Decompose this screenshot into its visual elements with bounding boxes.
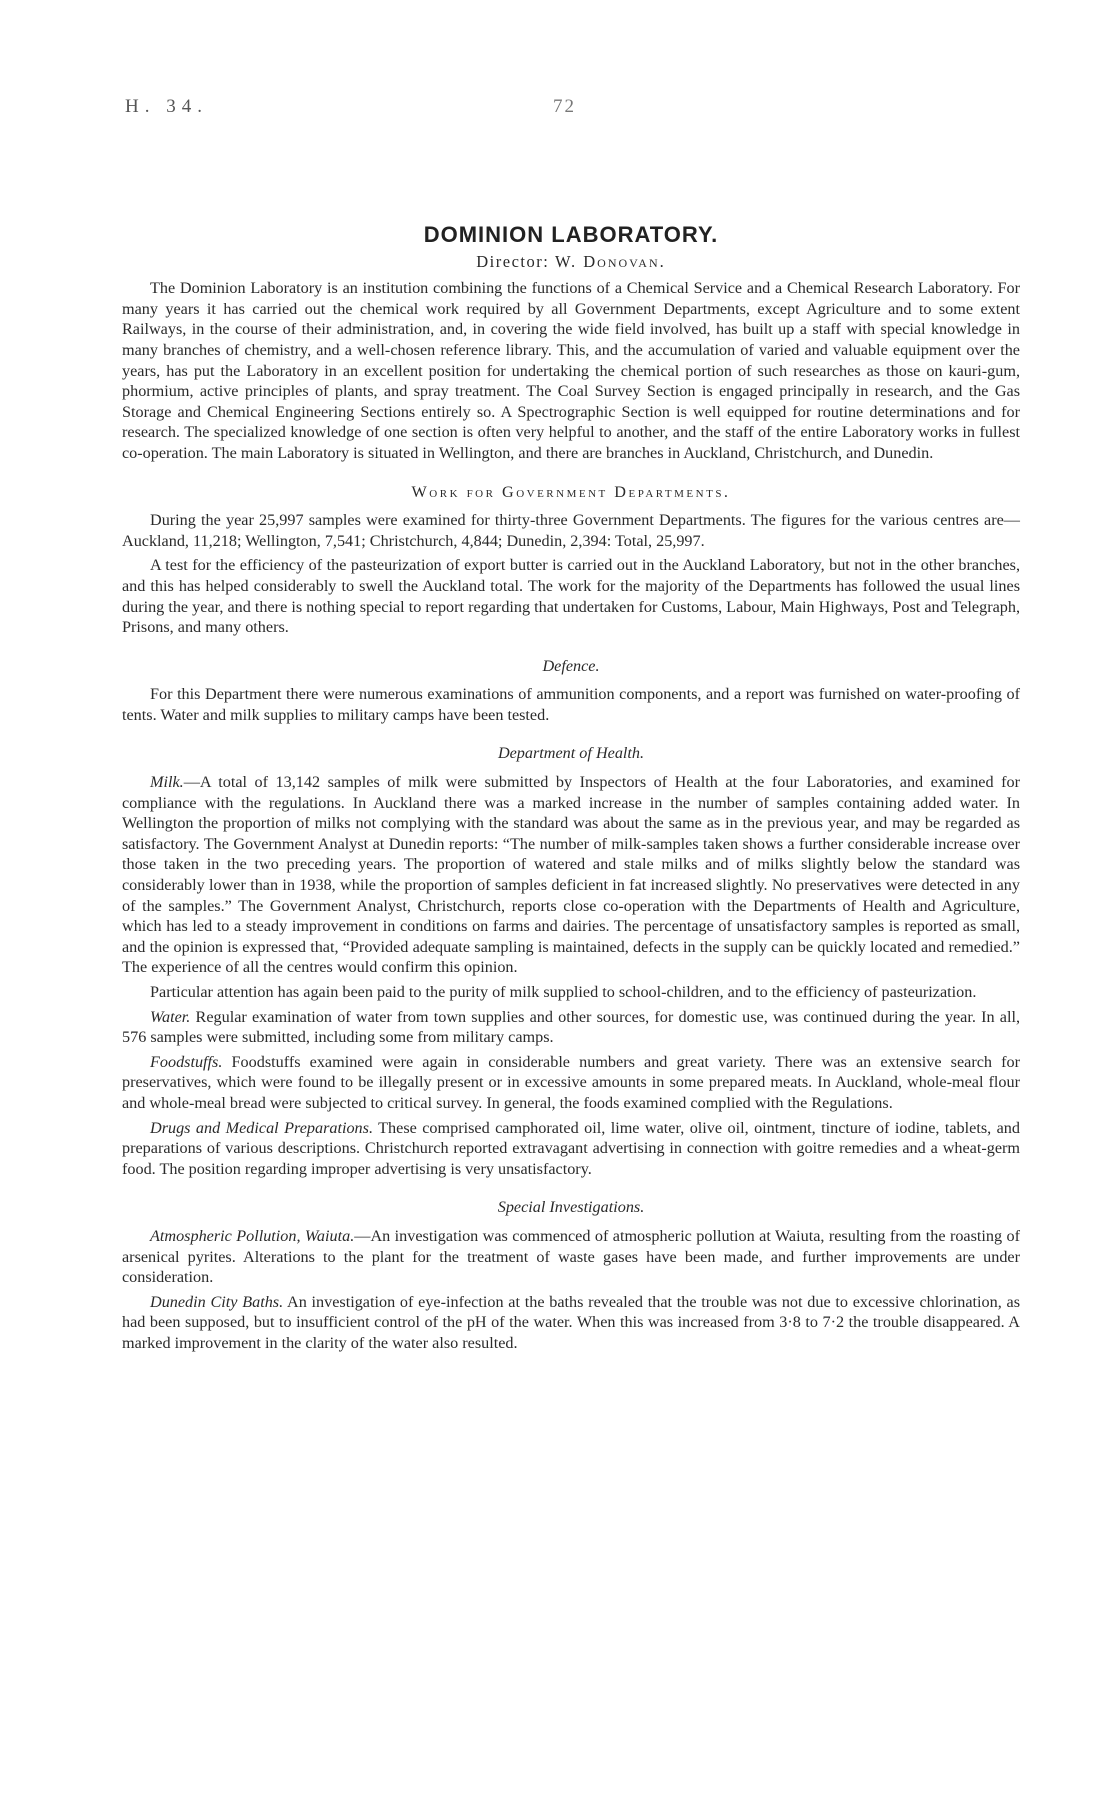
baths-paragraph — [122, 1292, 1020, 1354]
baths-lead: Dunedin City Baths. — [150, 1292, 284, 1311]
document-reference: H. 34. — [125, 96, 208, 117]
work-paragraph-2: A test for the efficiency of the pasteurization of export butter is carried out in the Auckland Laboratory, but not in the other branches, and this has helped considerably to swell the Auckland total. The work for the majority of the Departments has followed the usual lines during the year, and there is nothing special to report regarding that undertaken for Customs, Labour, Main Highways, Post and Telegraph, Prisons, and many others. — [122, 556, 1020, 637]
milk-followup-paragraph: Particular attention has again been paid to the purity of milk supplied to school-children, and to the efficiency of pasteurization. — [150, 983, 977, 1001]
water-text: Regular examination of water from town supplies and other sources, for domestic use, was continued during the year. In all, 576 samples were submitted, including some from military camps. — [122, 1007, 1020, 1047]
water-lead: Water. — [150, 1007, 191, 1026]
atmospheric-text: —An investigation was commenced of atmospheric pollution at Waiuta, resulting from the roasting of arsenical pyrites. Alterations to the plant for the treatment of waste gases have been made, and further improvements are under consideration. — [122, 1226, 1020, 1287]
atmospheric-lead: Atmospheric Pollution, Waiuta. — [150, 1226, 355, 1245]
defence-paragraph: For this Department there were numerous examinations of ammunition components, and a report was furnished on water-proofing of tents. Water and milk supplies to military camps have been tested. — [122, 685, 1020, 724]
director-name: W. Donovan. — [554, 251, 666, 271]
drugs-lead: Drugs and Medical Preparations. — [150, 1118, 373, 1137]
page-title: DOMINION LABORATORY. — [423, 222, 719, 247]
drugs-paragraph — [122, 1118, 1020, 1180]
foodstuffs-lead: Foodstuffs. — [150, 1052, 223, 1071]
document-body — [122, 222, 1020, 1354]
foodstuffs-text: Foodstuffs examined were again in considerable numbers and great variety. There was an extensive search for preservatives, which were found to be illegally present or in excessive amounts in some prepared meats. In Auckland, whole-meal flour and whole-meal bread were subjected to critical survey. In general, the foods examined complied with the Regulations. — [122, 1052, 1020, 1112]
foodstuffs-paragraph — [122, 1052, 1020, 1114]
subheading-health: Department of Health. — [497, 744, 645, 763]
director-label: Director: — [476, 251, 550, 271]
drugs-text: These comprised camphorated oil, lime water, olive oil, ointment, tincture of iodine, tablets, and preparations of various descriptions. Christchurch reported extravagant advertising in connection with goitre remedies and a wheat-germ food. The position regarding improper advertising is very unsatisfactory. — [122, 1118, 1020, 1178]
baths-text: An investigation of eye-infection at the baths revealed that the trouble was not due to excessive chlorination, as had been supposed, but to insufficient control of the pH of the water. When this was increased from 3·8 to 7·2 the trouble disappeared. A marked improvement in the clarity of the water also resulted. — [122, 1292, 1020, 1352]
milk-text: —A total of 13,142 samples of milk were submitted by Inspectors of Health at the four Laboratories, and examined for compliance with the regulations. In Auckland there was a marked increase in the number of samples containing added water. In Wellington the proportion of milks not complying with the standard was about the same as in the previous year, and may be regarded as satisfactory. The Government Analyst at Dunedin reports: “The number of milk-samples taken shows a further considerable increase over those taken in the two preceding years. The proportion of watered and stale milks and of milks slightly below the standard was considerably lower than in 1938, while the proportion of samples deficient in fat increased slightly. No preservatives were detected in any of the samples.” The Government Analyst, Christchurch, reports close co-operation with the Departments of Health and Agriculture, which has led to a steady improvement in conditions on farms and dairies. The percentage of unsatisfactory samples is reported as small, and the opinion is expressed that, “Provided adequate sampling is maintained, defects in the supply can be quickly located and remedied.” The experience of all the centres would confirm this opinion. — [122, 773, 1020, 977]
atmospheric-paragraph — [122, 1226, 1020, 1288]
milk-paragraph — [122, 772, 1020, 978]
intro-paragraph: The Dominion Laboratory is an institution combining the functions of a Chemical Service and a Chemical Research Laboratory. For many years it has carried out the chemical work required by all Government Departments, except Agriculture and to some extent Railways, in the course of their administration, and, in covering the wide field involved, has built up a staff with special knowledge in many branches of chemistry, and a well-chosen reference library. This, and the accumulation of varied and valuable equipment over the years, has put the Laboratory in an excellent position for undertaking the chemical portion of such researches as those on kauri-gum, phormium, active principles of plants, and spray treatment. The Coal Survey Section is engaged principally in research, and the Gas Storage and Chemical Engineering Sections entirely so. A Spectrographic Section is well equipped for routine determinations and for research. The specialized knowledge of one section is often very helpful to another, and the staff of the entire Laboratory works in fullest co-operation. The main Laboratory is situated in Wellington, and there are branches in Auckland, Christchurch, and Dunedin. — [122, 279, 1020, 462]
work-paragraph-1: During the year 25,997 samples were examined for thirty-three Government Departments. The figures for the various centres are—Auckland, 11,218; Wellington, 7,541; Christchurch, 4,844; Dunedin, 2,394: Total, 25,997. — [122, 511, 1020, 550]
milk-lead: Milk. — [150, 773, 184, 792]
subheading-defence: Defence. — [542, 656, 600, 675]
director-line — [122, 252, 1020, 273]
page-number: 72 — [553, 96, 576, 117]
section-heading-work: Work for Government Departments. — [411, 482, 731, 501]
subheading-special: Special Investigations. — [497, 1198, 645, 1217]
water-paragraph — [122, 1007, 1020, 1048]
